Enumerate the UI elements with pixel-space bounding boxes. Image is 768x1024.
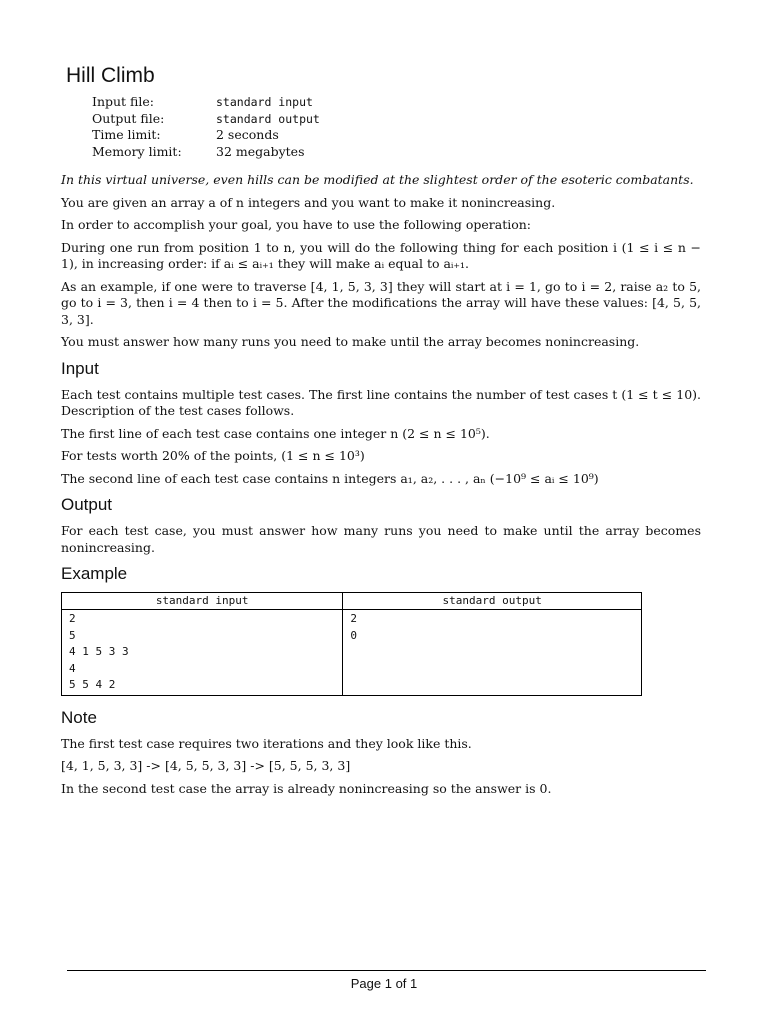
page-number: Page 1 of 1 [350, 976, 418, 991]
problem-title: Hill Climb [66, 64, 155, 87]
problem-meta [92, 94, 320, 160]
example-table [61, 592, 642, 696]
meta-value: standard input [216, 95, 313, 109]
meta-key: Output file: [92, 110, 165, 126]
statement-paragraph: During one run from position 1 to n, you will do the following thing for each position i (1 ≤ i ≤ n − 1), in increasing order: if aᵢ ≤ aᵢ₊₁ they will make aᵢ equal to aᵢ₊₁. [61, 239, 701, 271]
input-paragraph: Each test contains multiple test cases. The first line contains the number of test cases t (1 ≤ t ≤ 10). Description of the test cases follows. [61, 386, 701, 418]
note-iterations: [4, 1, 5, 3, 3] -> [4, 5, 5, 3, 3] -> [5, 5, 5, 3, 3] [61, 758, 351, 773]
note-paragraph: In the second test case the array is already nonincreasing so the answer is 0. [61, 780, 552, 796]
problem-body [61, 172, 701, 803]
meta-row-time-limit [92, 127, 320, 144]
input-heading: Input [61, 358, 99, 378]
meta-key: Input file: [92, 94, 154, 109]
output-line: 2 [350, 612, 357, 625]
statement-paragraph: You must answer how many runs you need to make until the array becomes nonincreasing. [61, 334, 640, 349]
input-paragraph: The second line of each test case contains n integers a₁, a₂, . . . , aₙ (−10⁹ ≤ aᵢ ≤ 10⁹) [61, 470, 599, 486]
note-paragraph: The first test case requires two iterations and they look like this. [61, 735, 472, 751]
output-paragraph: For each test case, you must answer how many runs you need to make until the array becomes nonincreasing. [61, 523, 701, 555]
meta-key: Memory limit: [92, 143, 182, 159]
example-output-cell [343, 610, 642, 696]
note-heading: Note [61, 707, 97, 727]
meta-value: 2 seconds [216, 127, 279, 142]
statement-paragraph: As an example, if one were to traverse [4, 1, 5, 3, 3] they will start at i = 1, go to i = 2, raise a₂ to 5, go to i = 3, then i = 4 then to i = 5. After the modifications the array will have these values: [4, 5, 5, 3, 3]. [61, 278, 701, 327]
meta-value: standard output [216, 111, 320, 126]
meta-row-output-file [92, 111, 320, 128]
output-line: 0 [350, 628, 357, 642]
input-line: 4 1 5 3 3 [69, 645, 129, 658]
input-line: 5 [69, 628, 76, 642]
meta-row-memory-limit [92, 144, 320, 161]
example-input-cell [62, 610, 343, 696]
input-line: 5 5 4 2 [69, 678, 116, 691]
input-paragraph: The first line of each test case contains one integer n (2 ≤ n ≤ 10⁵). [61, 425, 490, 441]
meta-row-input-file [92, 94, 320, 111]
footer-rule [67, 970, 706, 971]
meta-key: Time limit: [92, 127, 161, 142]
statement-paragraph: In order to accomplish your goal, you have to use the following operation: [61, 217, 532, 232]
input-paragraph: For tests worth 20% of the points, (1 ≤ n ≤ 10³) [61, 448, 365, 463]
example-heading: Example [61, 564, 128, 583]
meta-value: 32 megabytes [216, 143, 305, 159]
epigraph: In this virtual universe, even hills can be modified at the slightest order of the esoteric combatants. [61, 172, 694, 187]
input-line: 4 [69, 661, 76, 675]
example-input-header: standard input [62, 593, 343, 610]
input-line: 2 [69, 612, 76, 625]
statement-paragraph: You are given an array a of n integers and you want to make it nonincreasing. [61, 194, 556, 210]
example-output-header: standard output [343, 593, 642, 610]
output-heading: Output [61, 495, 113, 514]
